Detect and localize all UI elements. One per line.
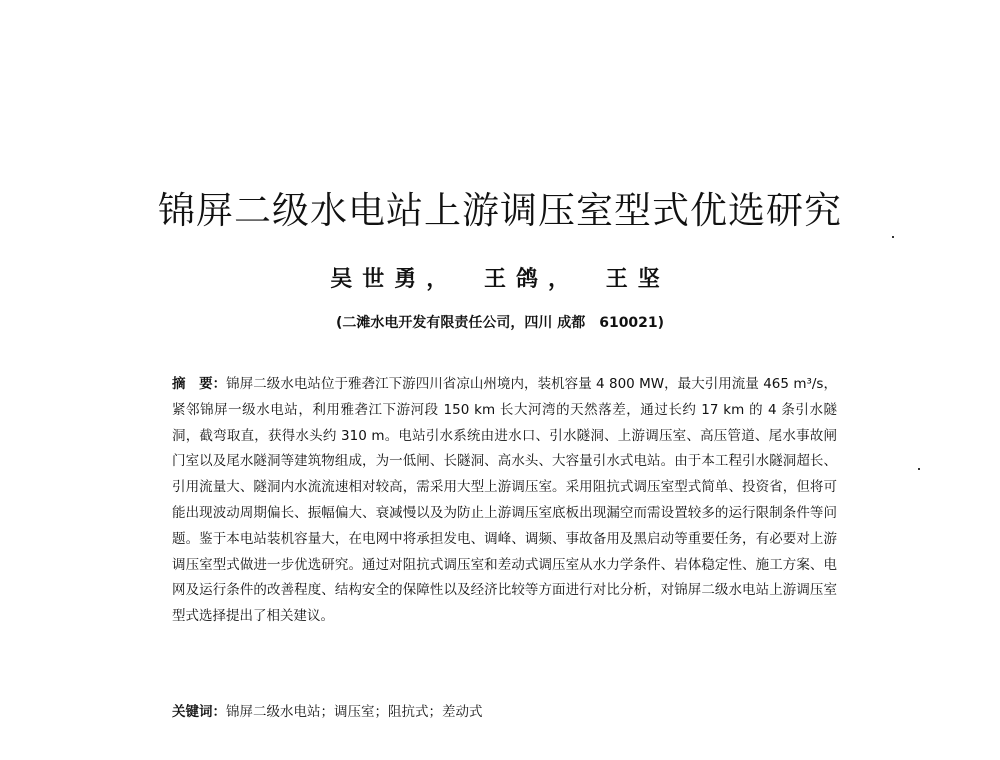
abstract-label: 摘 要： [172,376,227,392]
author-name: 王坚 [605,266,670,292]
abstract-text: 锦屏二级水电站位于雅砻江下游四川省凉山州境内，装机容量 4 800 MW，最大引用流量 465 m³/s，紧邻锦屏一级水电站，利用雅砻江下游河段 150 km 长大河湾的天然落差，通过长约 17 km 的 4 条引水隧洞，截弯取直，获得水头约 310 m。电站引水系统由进水口、引水隧洞、上游调压室、高压管道、尾水事故闸门室以及尾水隧洞等建筑物组成，为一低闸、长隧洞、高水头、大容量引水式电站。由于本工程引水隧洞超长、引用流量大、隧洞内水流流速相对较高，需采用大型上游调压室。采用阻抗式调压室型式简单、投资省，但将可能出现波动周期偏长、振幅偏大、衰减慢以及为防止上游调压室底板出现漏空而需设置较多的运行限制条件等问题。鉴于本电站装机容量大，在电网中将承担发电、调峰、调频、事故备用及黑启动等重要任务，有必要对上游调压室型式做进一步优选研究。通过对阻抗式调压室和差动式调压室从水力学条件、岩体稳定性、施工方案、电网及运行条件的改善程度、结构安全的保障性以及经济比较等方面进行对比分析，对锦屏二级水电站上游调压室型式选择提出了相关建议。 [172,376,837,625]
author-name: 王鸽 [483,266,548,292]
abstract [172,372,837,630]
author-separator: ， [426,266,449,292]
author-separator: ， [548,266,571,292]
paper-title: 锦屏二级水电站上游调压室型式优选研究 [158,189,842,232]
keywords-text: 锦屏二级水电站；调压室；阻抗式；差动式 [226,704,483,720]
scan-speck [892,236,894,238]
author-list [0,262,1000,293]
author-name: 吴世勇 [330,266,427,292]
affiliation: (二滩水电开发有限责任公司，四川 成都 610021) [335,315,665,331]
keywords [172,700,837,726]
keywords-label: 关键词： [172,704,226,720]
scan-speck [918,468,920,470]
next-section-heading-cutoff [172,752,212,760]
